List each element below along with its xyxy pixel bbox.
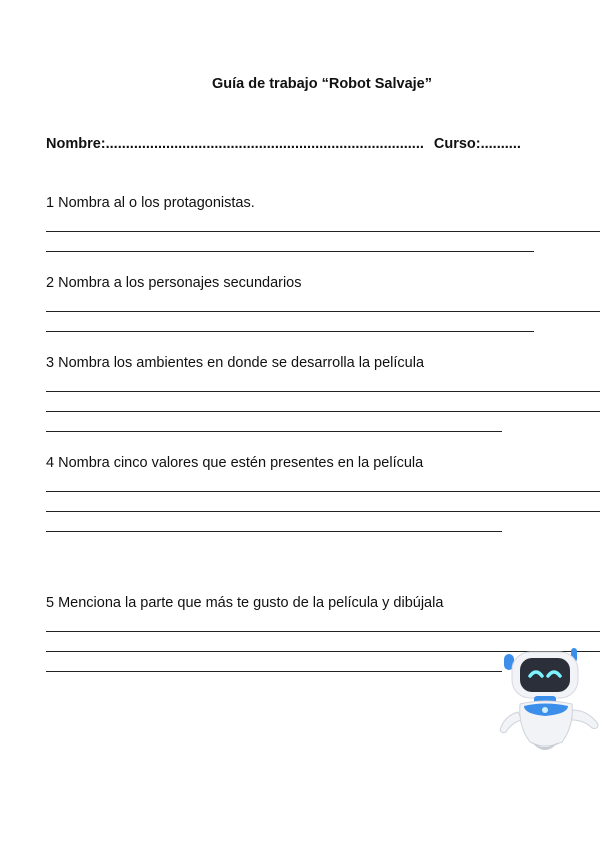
answer-line[interactable] (46, 251, 534, 252)
question-4: 4 Nombra cinco valores que estén presentes en la película (46, 455, 424, 471)
robot-illustration-icon (494, 646, 600, 756)
question-5: 5 Menciona la parte que más te gusto de la película y dibújala (46, 595, 444, 611)
answer-line[interactable] (46, 511, 600, 512)
answer-line[interactable] (46, 491, 600, 492)
answer-line[interactable] (46, 671, 502, 672)
question-2: 2 Nombra a los personajes secundarios (46, 275, 302, 291)
answer-line[interactable] (46, 531, 502, 532)
answer-line[interactable] (46, 311, 600, 312)
answer-line[interactable] (46, 331, 534, 332)
name-field[interactable]: Nombre:............................................................................... (46, 136, 424, 152)
worksheet-title: Guía de trabajo “Robot Salvaje” (212, 76, 432, 92)
answer-line[interactable] (46, 431, 502, 432)
answer-line[interactable] (46, 411, 600, 412)
answer-line[interactable] (46, 391, 600, 392)
course-field[interactable]: Curso:.......... (433, 136, 521, 152)
answer-line[interactable] (46, 631, 600, 632)
question-1: 1 Nombra al o los protagonistas. (46, 195, 255, 211)
answer-line[interactable] (46, 231, 600, 232)
name-course-row (46, 136, 521, 152)
question-3: 3 Nombra los ambientes en donde se desarrolla la película (46, 355, 425, 371)
